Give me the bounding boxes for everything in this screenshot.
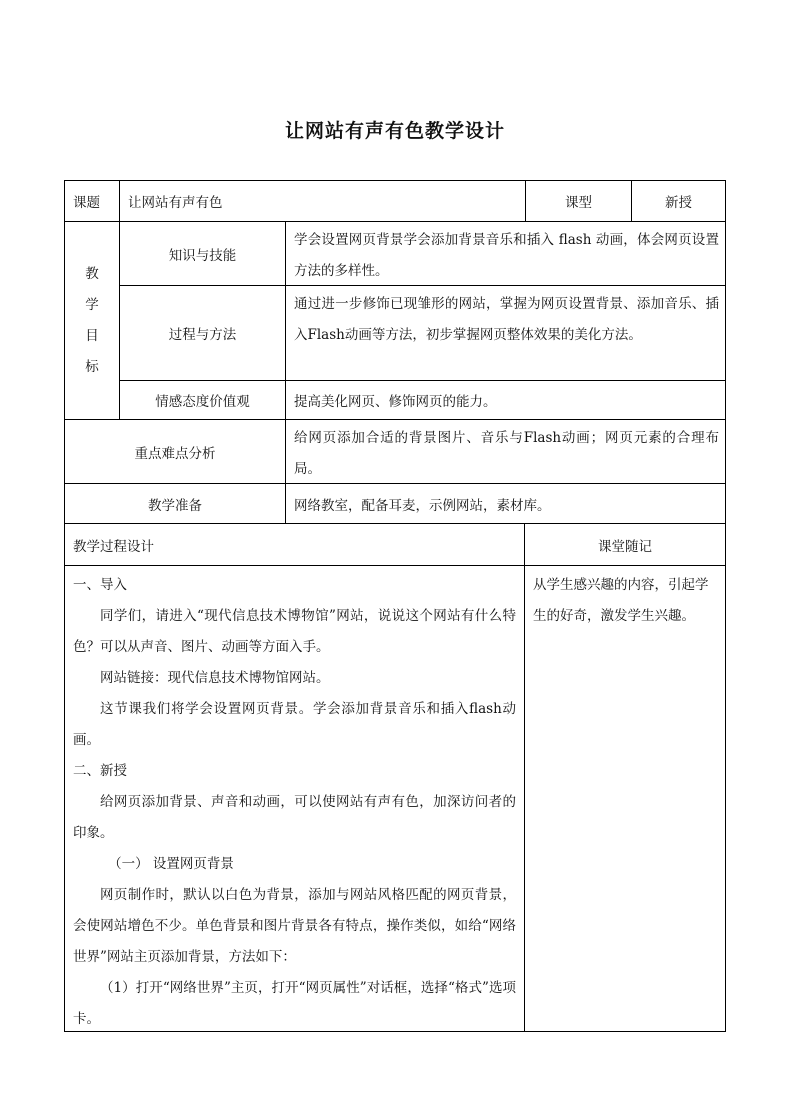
objectives-label-char: 标 (85, 358, 99, 375)
page-title: 让网站有声有色教学设计 (284, 120, 505, 142)
background-paragraph: 网页制作时，默认以白色为背景，添加与网站风格匹配的网页背景，会使网站增色不少。单色背景和图片背景各有特点，操作类似，如给“网络世界”网站主页添加背景，方法如下： (73, 887, 516, 965)
objectives-label-char: 教 (85, 265, 99, 282)
knowledge-label: 知识与技能 (119, 221, 285, 285)
emotion-label: 情感态度价值观 (119, 380, 285, 419)
class-notes-body: 从学生感兴趣的内容，引起学生的好奇，激发学生兴趣。 (524, 565, 726, 1032)
keypoints-label: 重点难点分析 (64, 419, 285, 483)
type-value: 新授 (631, 180, 726, 221)
section-new-heading: 二、新授 (73, 763, 127, 779)
website-link-paragraph: 网站链接：现代信息技术博物馆网站。 (100, 670, 330, 686)
preparation-label: 教学准备 (64, 483, 285, 523)
class-notes-header: 课堂随记 (524, 523, 726, 565)
knowledge-text: 学会设置网页背景学会添加背景音乐和插入 flash 动画，体会网页设置方法的多样性。 (285, 221, 726, 285)
objectives-label-char: 目 (85, 327, 99, 344)
type-label: 课型 (525, 180, 631, 221)
process-body (64, 565, 524, 1032)
objectives-label-char: 学 (85, 296, 99, 313)
process-text: 通过进一步修饰已现雏形的网站，掌握为网页设置背景、添加音乐、插入Flash动画等方法，初步掌握网页整体效果的美化方法。 (285, 285, 726, 380)
subsection-background-heading: （一） 设置网页背景 (108, 856, 234, 872)
step-1-paragraph: （1）打开“网络世界”主页，打开“网页属性”对话框，选择“格式”选项卡。 (73, 980, 516, 1027)
keypoints-text: 给网页添加合适的背景图片、音乐与Flash动画；网页元素的合理布局。 (285, 419, 726, 483)
preparation-text: 网络教室，配备耳麦，示例网站，素材库。 (285, 483, 726, 523)
lesson-goal-paragraph: 这节课我们将学会设置网页背景。学会添加背景音乐和插入flash动画。 (73, 701, 516, 748)
topic-value: 让网站有声有色 (119, 180, 525, 221)
objectives-label (64, 221, 119, 419)
topic-label: 课题 (64, 180, 119, 221)
process-design-header: 教学过程设计 (64, 523, 524, 565)
emotion-text: 提高美化网页、修饰网页的能力。 (285, 380, 726, 419)
lesson-plan-table (64, 180, 726, 1032)
import-paragraph: 同学们，请进入“现代信息技术博物馆”网站，说说这个网站有什么特色？可以从声音、图片、动画等方面入手。 (73, 608, 516, 655)
section-import-heading: 一、导入 (73, 577, 127, 593)
process-label: 过程与方法 (119, 285, 285, 380)
new-intro-paragraph: 给网页添加背景、声音和动画，可以使网站有声有色，加深访问者的印象。 (73, 794, 516, 841)
